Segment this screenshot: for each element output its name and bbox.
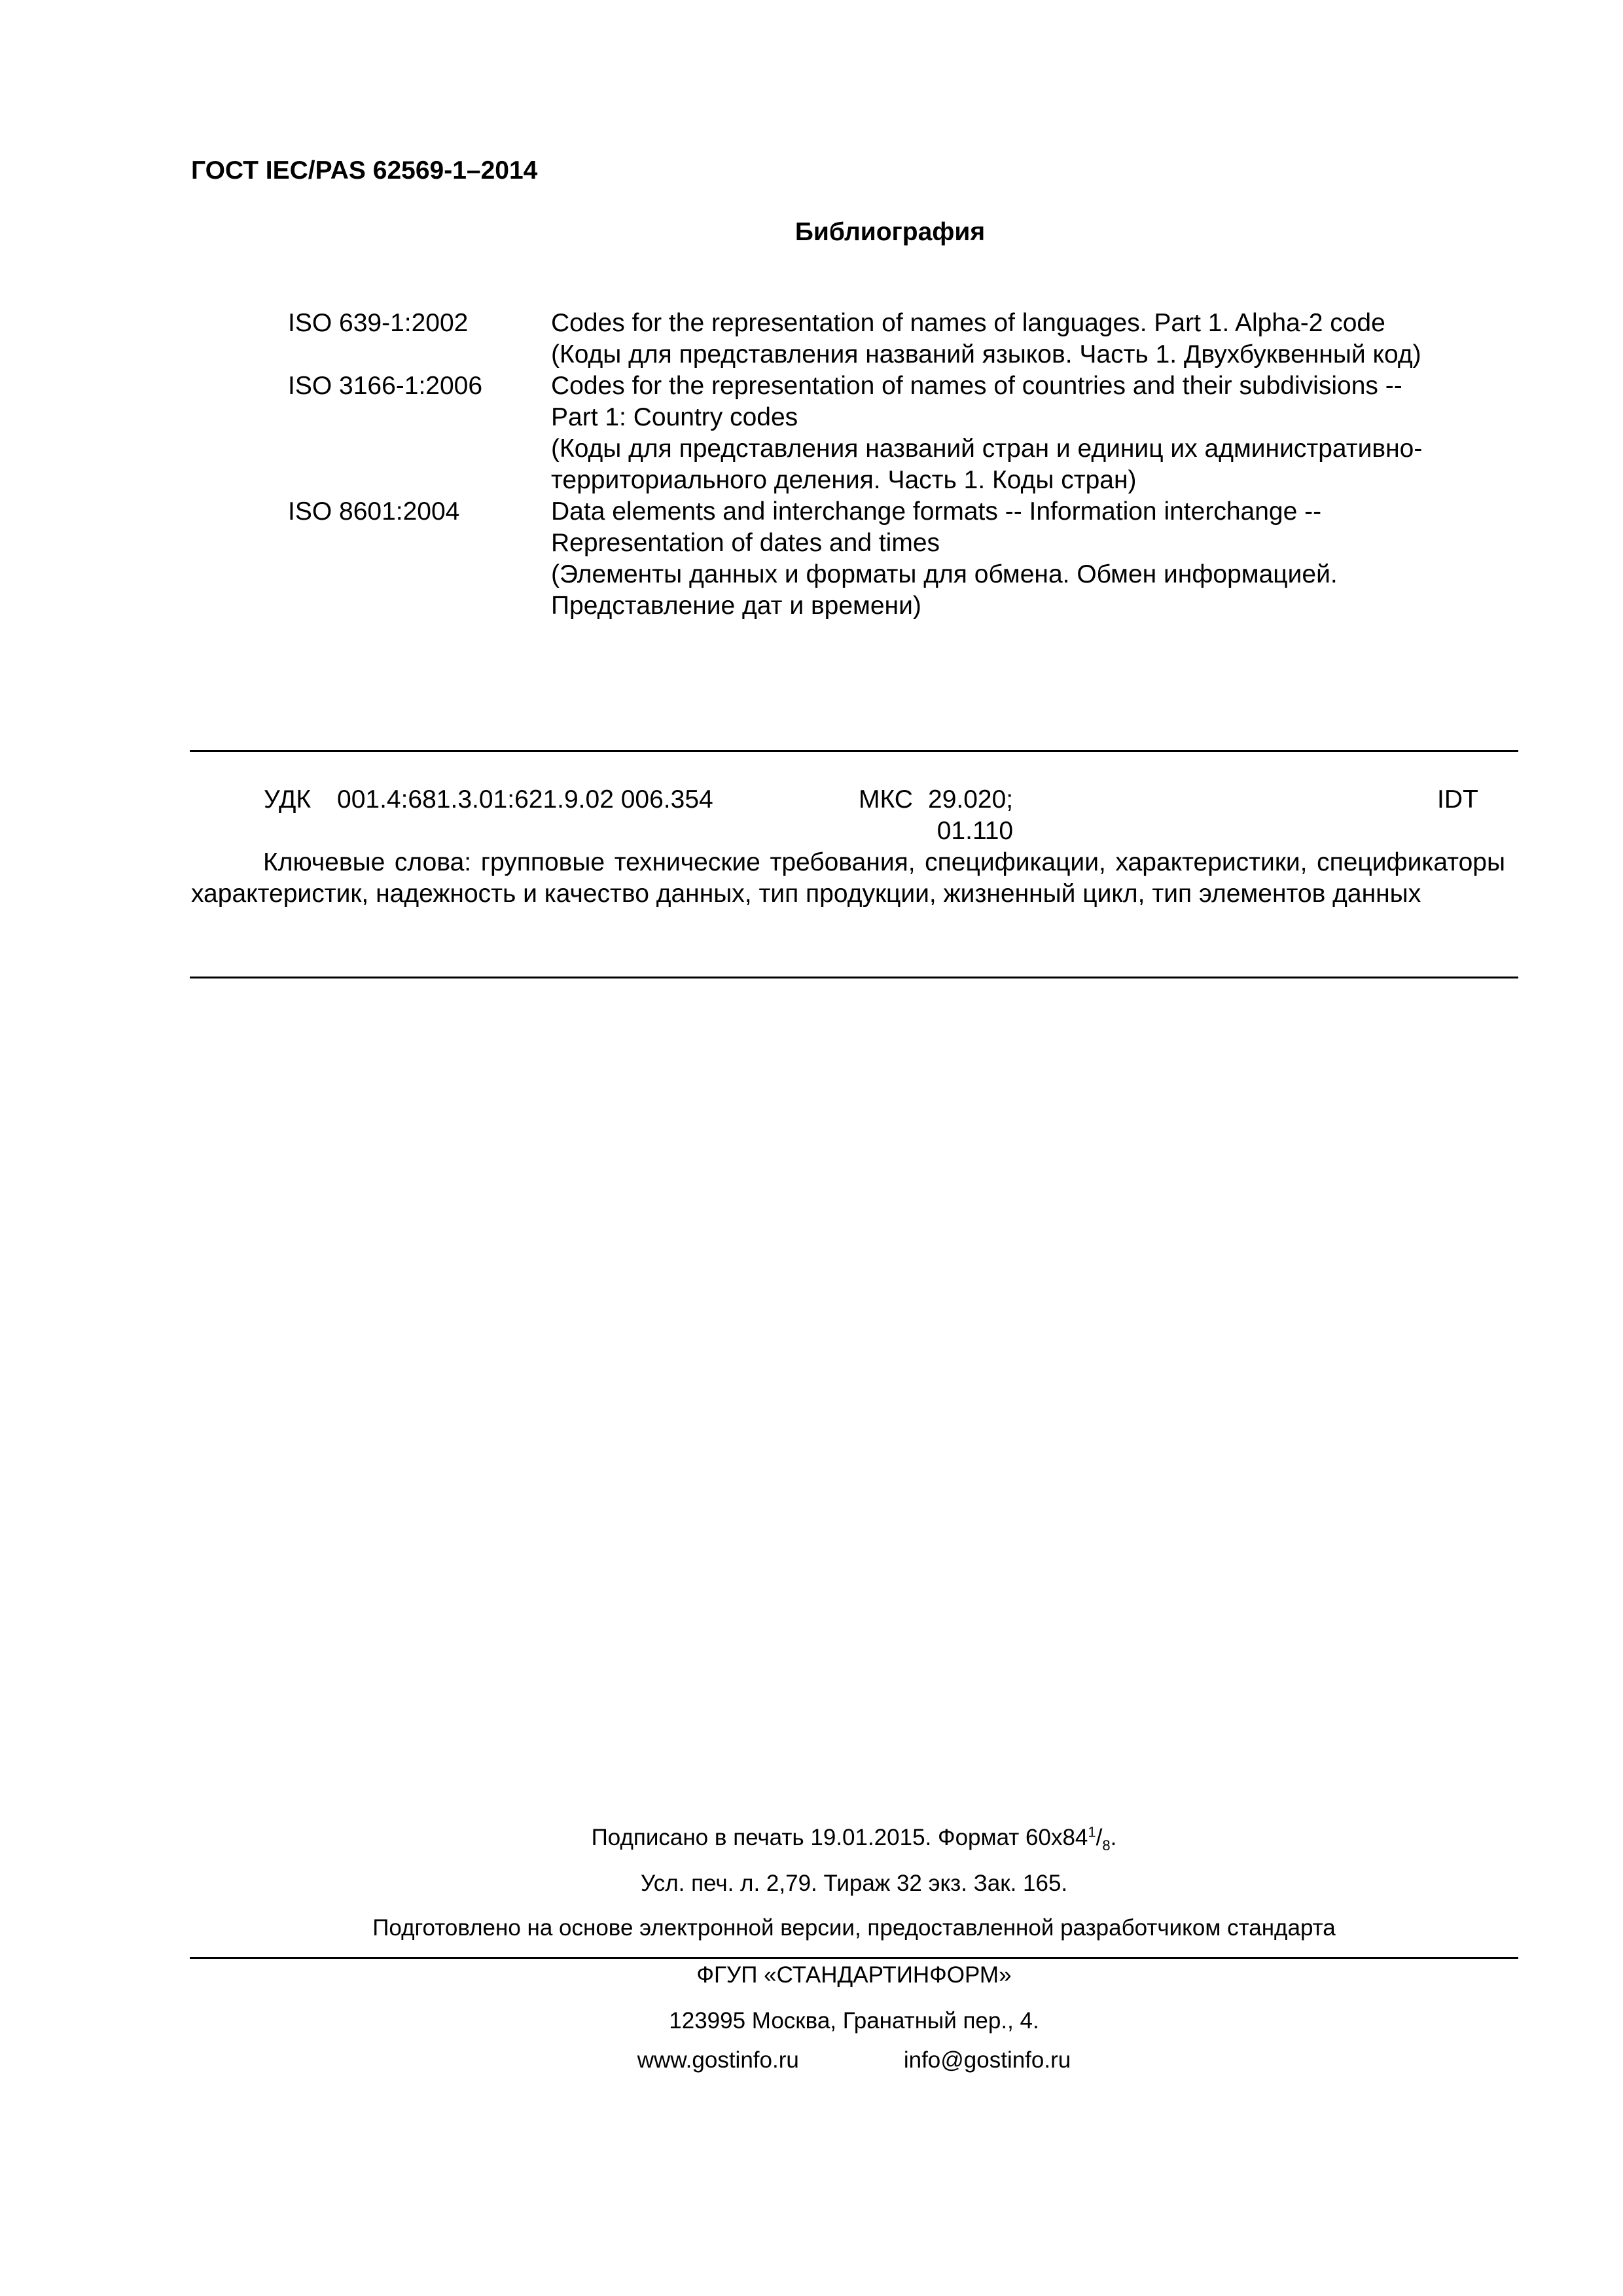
reference-line: (Коды для представления названий стран и единиц их административно- bbox=[551, 435, 1423, 463]
mks-values bbox=[928, 784, 1013, 847]
reference-code: ISO 3166-1:2006 bbox=[288, 372, 483, 400]
mks-value: 01.110 bbox=[936, 817, 1014, 845]
idt-label: IDT bbox=[1437, 785, 1478, 814]
reference-description bbox=[551, 308, 1492, 370]
keywords bbox=[191, 847, 1505, 910]
reference-line: (Коды для представления названий языков. Часть 1. Двухбуквенный код) bbox=[551, 340, 1421, 368]
divider-imprint bbox=[190, 1957, 1518, 1959]
bibliography-title: Библиография bbox=[794, 218, 986, 246]
signed-text: Подписано в печать 19.01.2015. Формат 60x84 bbox=[591, 1825, 1088, 1850]
prepared-note: Подготовлено на основе электронной версии, предоставленной разработчиком стандарта bbox=[372, 1915, 1336, 1941]
reference-item bbox=[288, 370, 1492, 496]
reference-item bbox=[288, 496, 1492, 622]
divider-bottom bbox=[190, 977, 1518, 978]
mks-value: 29.020; bbox=[928, 785, 1014, 814]
format-denominator: 8 bbox=[1102, 1837, 1111, 1854]
email-link[interactable]: info@gostinfo.ru bbox=[903, 2047, 1071, 2073]
print-info: Усл. печ. л. 2,79. Тираж 32 экз. Зак. 165. bbox=[640, 1871, 1068, 1896]
reference-description bbox=[551, 496, 1492, 622]
reference-line: Data elements and interchange formats -- Information interchange -- bbox=[551, 497, 1322, 526]
format-numerator: 1 bbox=[1088, 1823, 1096, 1840]
reference-line: Codes for the representation of names of countries and their subdivisions -- bbox=[551, 372, 1402, 400]
reference-line: (Элементы данных и форматы для обмена. Обмен информацией. bbox=[551, 560, 1338, 588]
publisher: ФГУП «СТАНДАРТИНФОРМ» bbox=[696, 1962, 1012, 1988]
keywords-text: групповые технические требования, спецификации, характеристики, спецификаторы характеристик, надежность и качество данных, тип продукции, жизненный цикл, тип элементов данных bbox=[191, 848, 1506, 908]
signed-info: Подписано в печать 19.01.2015. Формат $60x84^1/_8$. bbox=[591, 1823, 1117, 1854]
keywords-label: Ключевые слова: bbox=[263, 848, 472, 876]
reference-description bbox=[551, 370, 1492, 496]
reference-code: ISO 639-1:2002 bbox=[288, 309, 469, 337]
udk-label: УДК bbox=[264, 785, 312, 814]
contact-line bbox=[190, 2046, 1518, 2075]
mks-label: МКС bbox=[859, 785, 913, 814]
publisher-address: 123995 Москва, Гранатный пер., 4. bbox=[669, 2008, 1039, 2034]
reference-line: Representation of dates and times bbox=[551, 529, 940, 557]
format-suffix: . bbox=[1110, 1825, 1117, 1850]
standard-code: ГОСТ IEC/PAS 62569-1–2014 bbox=[191, 156, 538, 185]
reference-line: территориального деления. Часть 1. Коды стран) bbox=[551, 466, 1137, 494]
reference-code: ISO 8601:2004 bbox=[288, 497, 460, 526]
reference-item bbox=[288, 308, 1492, 370]
udk-value: 001.4:681.3.01:621.9.02 006.354 bbox=[337, 785, 713, 814]
divider-top bbox=[190, 750, 1518, 752]
website-link[interactable]: www.gostinfo.ru bbox=[637, 2047, 799, 2073]
reference-line: Представление дат и времени) bbox=[551, 592, 921, 620]
reference-line: Codes for the representation of names of languages. Part 1. Alpha-2 code bbox=[551, 309, 1385, 337]
bibliography-list bbox=[288, 308, 1492, 622]
reference-line: Part 1: Country codes bbox=[551, 403, 798, 431]
